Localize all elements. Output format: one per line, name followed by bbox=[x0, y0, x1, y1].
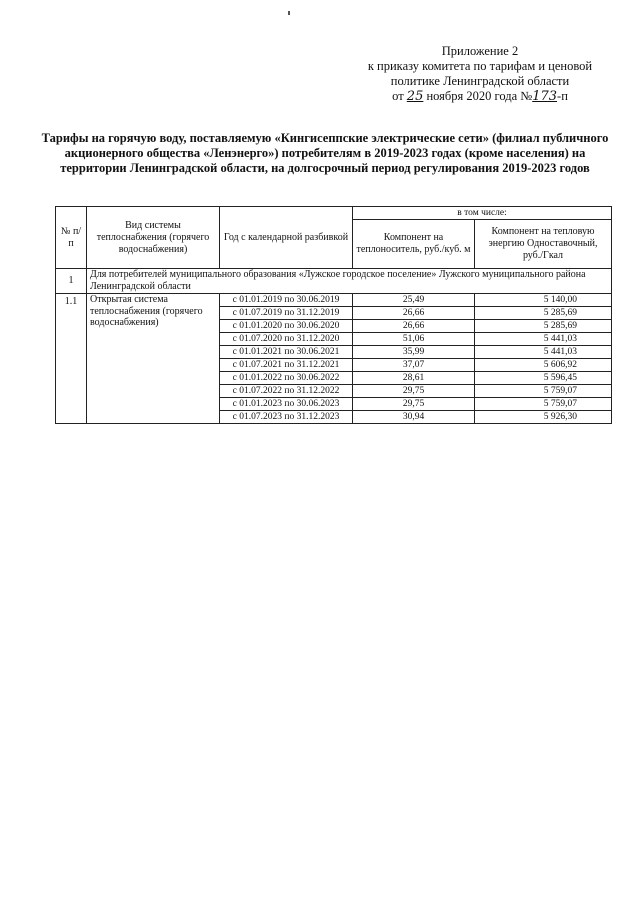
appendix-committee: политике Ленинградской области bbox=[390, 74, 570, 88]
energy-cell: 5 441,03 bbox=[475, 346, 612, 359]
section-row bbox=[56, 269, 612, 294]
carrier-cell: 30,94 bbox=[353, 411, 475, 424]
appendix-order-ref: к приказу комитета по тарифам и ценовой bbox=[367, 59, 593, 73]
carrier-cell: 26,66 bbox=[353, 320, 475, 333]
document-title: Тарифы на горячую воду, поставляемую «Кингисеппские электрические сети» (филиал публичного акционерного общества «Ленэнерго») потребителям в 2019-2023 годах (кроме населения) на территории Ленинградской области, на долгосрочный период регулирования 2019-2023 годов bbox=[41, 131, 609, 175]
header-carrier: Компонент на теплоноситель, руб./куб. м bbox=[353, 220, 475, 269]
energy-cell: 5 285,69 bbox=[475, 307, 612, 320]
energy-cell: 5 441,03 bbox=[475, 333, 612, 346]
header-energy: Компонент на тепловую энергию Одноставочный, руб./Гкал bbox=[475, 220, 612, 269]
date-prefix: от bbox=[392, 89, 404, 103]
period-cell: с 01.01.2022 по 30.06.2022 bbox=[220, 372, 353, 385]
subsection-system: Открытая система теплоснабжения (горячего водоснабжения) bbox=[87, 294, 220, 424]
energy-cell: 5 285,69 bbox=[475, 320, 612, 333]
scan-mark bbox=[288, 11, 290, 15]
period-cell: с 01.01.2020 по 30.06.2020 bbox=[220, 320, 353, 333]
period-cell: с 01.01.2019 по 30.06.2019 bbox=[220, 294, 353, 307]
header-system: Вид системы теплоснабжения (горячего водоснабжения) bbox=[87, 207, 220, 269]
carrier-cell: 35,99 bbox=[353, 346, 475, 359]
appendix-header bbox=[330, 44, 630, 104]
table-row bbox=[56, 294, 612, 307]
energy-cell: 5 926,30 bbox=[475, 411, 612, 424]
handwritten-order-number: 173 bbox=[532, 89, 558, 104]
energy-cell: 5 606,92 bbox=[475, 359, 612, 372]
header-num: № п/п bbox=[56, 207, 87, 269]
carrier-cell: 51,06 bbox=[353, 333, 475, 346]
period-cell: с 01.07.2022 по 31.12.2022 bbox=[220, 385, 353, 398]
handwritten-day: 25 bbox=[406, 89, 424, 104]
period-cell: с 01.07.2020 по 31.12.2020 bbox=[220, 333, 353, 346]
carrier-cell: 26,66 bbox=[353, 307, 475, 320]
carrier-cell: 37,07 bbox=[353, 359, 475, 372]
energy-cell: 5 596,45 bbox=[475, 372, 612, 385]
energy-cell: 5 759,07 bbox=[475, 398, 612, 411]
carrier-cell: 28,61 bbox=[353, 372, 475, 385]
period-cell: с 01.07.2019 по 31.12.2019 bbox=[220, 307, 353, 320]
period-cell: с 01.07.2021 по 31.12.2021 bbox=[220, 359, 353, 372]
energy-cell: 5 140,00 bbox=[475, 294, 612, 307]
carrier-cell: 25,49 bbox=[353, 294, 475, 307]
subsection-num: 1.1 bbox=[56, 294, 87, 424]
tariff-table bbox=[55, 206, 612, 424]
carrier-cell: 29,75 bbox=[353, 385, 475, 398]
section-text: Для потребителей муниципального образования «Лужское городское поселение» Лужского муниципального района Ленинградской области bbox=[87, 269, 612, 294]
appendix-number: Приложение 2 bbox=[441, 44, 519, 58]
appendix-date bbox=[330, 89, 630, 104]
header-including: в том числе: bbox=[353, 207, 612, 220]
period-cell: с 01.07.2023 по 31.12.2023 bbox=[220, 411, 353, 424]
energy-cell: 5 759,07 bbox=[475, 385, 612, 398]
date-middle: ноября 2020 года № bbox=[426, 89, 533, 103]
period-cell: с 01.01.2023 по 30.06.2023 bbox=[220, 398, 353, 411]
section-num: 1 bbox=[56, 269, 87, 294]
period-cell: с 01.01.2021 по 30.06.2021 bbox=[220, 346, 353, 359]
carrier-cell: 29,75 bbox=[353, 398, 475, 411]
header-period: Год с календарной разбивкой bbox=[220, 207, 353, 269]
order-suffix: -п bbox=[557, 89, 568, 103]
